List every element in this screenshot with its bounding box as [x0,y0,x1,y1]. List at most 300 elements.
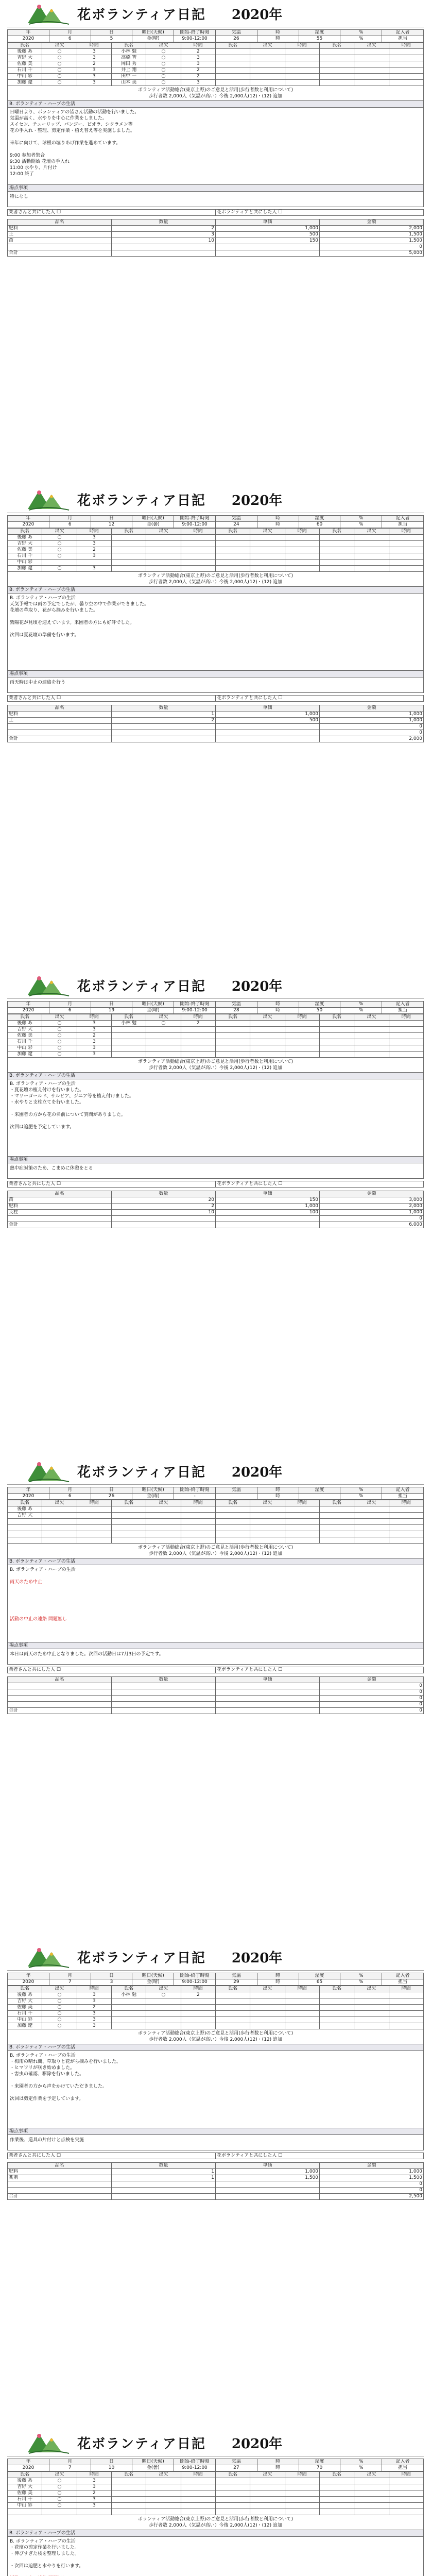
member-row [8,547,424,553]
members-header-cell: 出欠 [250,43,285,49]
member-name: 中山 彩 [8,1045,42,1052]
notes-body: 熱中症対策のため、こまめに休憩をとる [7,1163,424,1179]
members-header-cell: 出欠 [42,1014,77,1021]
member-attendance [354,2484,389,2490]
member-name [111,2017,146,2023]
member-hours: 3 [77,2497,111,2503]
member-row [8,2005,424,2011]
member-hours [181,1506,215,1513]
purpose-text [7,86,424,101]
member-attendance [146,553,181,560]
record-value-cell: 金(晴) [132,1979,174,1986]
member-hours: 3 [77,1052,111,1058]
member-name [111,2005,146,2011]
record-value-cell: 金(雨) [132,1494,174,1500]
purpose-line-2: 歩行者数 2,000人（気温が高い）今後 2,000人(12)・(12) 追加 [148,1551,283,1556]
finance-row [8,1708,424,1714]
finance-qty [112,2194,216,2200]
finance-price [216,1216,320,1222]
member-attendance: ○ [42,1998,77,2005]
member-name: 加藤 遼 [8,1052,42,1058]
member-name: 吉野 大 [8,1513,42,1519]
member-name [215,1021,250,1027]
finance-amount: 3,000 [320,1197,424,1204]
member-name: 吉野 大 [8,55,42,61]
member-name: 岡田 秀 [111,61,146,67]
member-hours [77,1537,111,1544]
finance-item: 薬剤 [8,2175,112,2181]
member-name [319,2023,354,2029]
report-line: ・水やりと支柱立てを行いました。 [10,1100,84,1105]
report-line: 11:00 水やり、片付け [10,165,57,171]
notes-body: 特になし [7,192,424,207]
member-attendance [250,2490,285,2497]
member-name [319,1537,354,1544]
member-hours [181,2017,215,2023]
member-name [319,67,354,74]
report-line: 天気予報では雨の予定でしたが、曇り空の中で作業ができました。 [10,602,149,607]
members-header-cell: 氏名 [111,43,146,49]
member-hours: 3 [77,566,111,572]
record-values-row [8,1494,424,1500]
member-name: 田中 一 [111,74,146,80]
member-hours [285,1525,319,1531]
member-attendance [146,2011,181,2017]
member-name [111,1537,146,1544]
finance-qty [112,1689,216,1696]
member-name [319,2509,354,2515]
report-line [10,1610,421,1616]
member-row [8,2017,424,2023]
members-header-row [8,2472,424,2478]
finance-row [8,226,424,232]
member-hours [181,1537,215,1544]
finance-row [8,244,424,250]
member-attendance [250,1052,285,1058]
member-hours [77,560,111,566]
member-attendance: ○ [42,2478,77,2484]
diary-year: 2020年 [231,978,283,994]
member-attendance [354,1998,389,2005]
member-name: 小林 勉 [111,1021,146,1027]
member-name [111,1531,146,1537]
report-line: ・来園者の方から花の名前について質問がありました。 [10,1112,126,1117]
member-hours [389,2478,423,2484]
finance-header-row [8,705,424,711]
record-values-row [8,1008,424,1014]
member-attendance [146,1998,181,2005]
member-name [319,1506,354,1513]
member-name [215,553,250,560]
member-attendance [250,1039,285,1045]
member-name [111,1045,146,1052]
diary-title: 花ボランティア日記 [77,7,206,23]
members-header-cell: 時間 [285,529,319,535]
finance-qty: 10 [112,1210,216,1216]
member-attendance [250,2503,285,2509]
finance-amount: 2,000 [320,226,424,232]
member-row [8,80,424,86]
member-name: 高橋 智 [111,55,146,61]
record-value-cell: 金(晴) [132,1008,174,1014]
finance-amount: 1,500 [320,2175,424,2181]
member-name [111,1998,146,2005]
member-name [319,535,354,541]
members-header-cell: 時間 [389,1500,423,1506]
member-name [319,2497,354,2503]
member-row [8,1033,424,1039]
finance-qty: 1 [112,711,216,718]
member-attendance: ○ [42,1039,77,1045]
cost-table [7,695,424,702]
member-hours: 3 [77,1027,111,1033]
record-value-cell: 9:00-12:00 [174,1979,216,1986]
member-name [319,553,354,560]
member-hours [285,1039,319,1045]
members-header-cell: 時間 [77,43,111,49]
member-attendance [354,1531,389,1537]
member-attendance [42,1525,77,1531]
members-header-cell: 氏名 [319,1500,354,1506]
member-hours [389,1027,423,1033]
members-header-cell: 時間 [181,2472,215,2478]
member-name: 中山 彩 [8,560,42,566]
report-line [10,1106,421,1112]
member-hours [181,2490,215,2497]
member-name [111,2478,146,2484]
finance-amount: 5,000 [320,250,424,257]
record-table [7,1487,424,1500]
member-hours [181,1525,215,1531]
report-line: 来年に向けて、球根の堀りあげ作業を進めています。 [10,141,121,146]
member-attendance [250,1033,285,1039]
report-line: 次回は剪定作業を予定しています。 [10,2096,84,2102]
member-hours [77,1519,111,1525]
record-value-cell [299,1494,340,1500]
member-row [8,2509,424,2515]
record-table [7,1973,424,1986]
finance-qty: 2 [112,226,216,232]
member-hours [285,1027,319,1033]
member-hours: 3 [77,55,111,61]
report-label: B. ボランティア・ハーブの生活 [7,101,424,108]
member-attendance [146,1039,181,1045]
member-attendance [146,1506,181,1513]
report-line: ・花壇の剪定作業を行いました。 [10,2545,80,2550]
report-line [10,626,421,632]
finance-qty [112,244,216,250]
record-header-cell: 曜日(天候) [132,1973,174,1979]
record-header-cell: % [340,1973,382,1979]
record-value-cell: 金(曇) [132,522,174,528]
report-body [7,594,424,671]
member-name [319,2484,354,2490]
record-header-cell: 湿度 [299,516,340,522]
member-name [215,2017,250,2023]
member-name [8,1537,42,1544]
member-attendance [146,1033,181,1039]
member-attendance [354,553,389,560]
finance-item [8,1702,112,1708]
member-attendance [354,2497,389,2503]
member-hours [181,560,215,566]
record-header-cell: 曜日(天候) [132,2459,174,2465]
record-value-cell: 2020 [8,522,49,528]
member-attendance: ○ [42,547,77,553]
record-header-cell: 時 [257,1487,299,1494]
member-name [319,61,354,67]
member-name [8,1531,42,1537]
diary-year: 2020年 [231,1950,283,1966]
member-name [215,2011,250,2017]
member-attendance [250,1998,285,2005]
member-attendance [354,1519,389,1525]
member-attendance: ○ [42,541,77,547]
member-name [111,1513,146,1519]
record-header-cell: 記入者 [382,30,424,36]
finance-table [7,219,424,257]
finance-amount: 0 [320,730,424,736]
member-name [319,2478,354,2484]
member-hours [389,541,423,547]
member-attendance [146,2490,181,2497]
members-header-cell: 氏名 [8,529,42,535]
member-attendance: ○ [42,2011,77,2017]
member-attendance [354,541,389,547]
member-attendance [250,2017,285,2023]
members-header-cell: 出欠 [354,1500,389,1506]
member-name: 佐藤 美 [8,1033,42,1039]
member-name: 佐藤 美 [8,61,42,67]
member-attendance: ○ [42,535,77,541]
member-name: 山本 美 [111,80,146,86]
purpose-text [7,1544,424,1558]
record-value-cell: 10 [91,2465,132,2471]
finance-row [8,1210,424,1216]
member-hours: 2 [77,61,111,67]
record-table [7,29,424,42]
member-hours [181,1052,215,1058]
member-name [111,2011,146,2017]
purpose-text [7,572,424,587]
member-attendance: ○ [42,1992,77,1998]
diary-year: 2020年 [231,7,283,23]
record-header-cell: 気温 [215,1487,257,1494]
record-header-cell: % [340,2459,382,2465]
report-label: B. ボランティア・ハーブの生活 [7,587,424,594]
member-name [215,2509,250,2515]
member-hours: 3 [77,2478,111,2484]
record-value-cell: 担当 [382,36,424,42]
notes-label: 場点事項 [7,2128,424,2135]
member-row [8,1045,424,1052]
finance-amount: 1,000 [320,2169,424,2175]
member-hours [285,2484,319,2490]
record-header-row [8,2459,424,2465]
record-value-cell [215,1494,257,1500]
member-hours: 2 [77,2490,111,2497]
finance-header-cell: 金額 [320,219,424,226]
member-attendance: ○ [146,61,181,67]
diary-banner [7,972,424,999]
members-header-cell: 時間 [181,43,215,49]
member-attendance: ○ [146,74,181,80]
member-attendance [250,1021,285,1027]
member-attendance: ○ [146,80,181,86]
finance-price: 150 [216,1197,320,1204]
member-row [8,2484,424,2490]
member-attendance: ○ [42,2017,77,2023]
member-attendance [146,1513,181,1519]
member-name [215,535,250,541]
members-header-cell: 氏名 [111,529,146,535]
finance-qty: 2 [112,1204,216,1210]
record-values-row [8,1979,424,1986]
member-row [8,553,424,560]
member-row [8,2490,424,2497]
diary-banner [7,1943,424,1971]
finance-table [7,705,424,742]
member-hours [389,1052,423,1058]
members-header-cell: 氏名 [111,2472,146,2478]
member-hours: 3 [77,80,111,86]
finance-header-cell: 単価 [216,219,320,226]
report-line: 活動の中止の連絡 問題無し [10,1617,67,1622]
member-row [8,2478,424,2484]
members-header-cell: 時間 [77,2472,111,2478]
diary-banner [7,1458,424,1485]
record-value-cell: % [340,2465,382,2471]
finance-header-cell: 品名 [8,2163,112,2169]
member-attendance [146,1537,181,1544]
record-values-row [8,2465,424,2471]
member-attendance [354,2509,389,2515]
member-hours [181,2011,215,2017]
record-value-cell: 担当 [382,1979,424,1986]
diary-banner [7,2429,424,2456]
member-name [319,2503,354,2509]
finance-row [8,232,424,238]
members-header-cell: 時間 [285,2472,319,2478]
cost-label-right: 花ボランティアと共にした人 ☐ [216,2153,424,2159]
cost-label: 業者さんと共にした人 ☐ [8,1181,216,1188]
finance-header-cell: 単価 [216,2163,320,2169]
purpose-line-1: ボランティア活動総合(東京上野)のご意見と活用(歩行者数と利用について) [137,1545,294,1550]
member-hours: 3 [77,553,111,560]
member-attendance [42,1506,77,1513]
report-label: B. ボランティア・ハーブの生活 [7,2044,424,2051]
report-line: ・マリーゴールド、サルビア、ジニア等を植え付けました。 [10,1094,134,1099]
report-line [10,146,421,152]
member-row [8,49,424,55]
member-attendance [354,1052,389,1058]
member-hours [389,1992,423,1998]
member-attendance [250,55,285,61]
finance-header-row [8,2163,424,2169]
finance-item: 支柱 [8,1210,112,1216]
member-attendance [146,535,181,541]
member-hours [285,547,319,553]
member-hours [389,1506,423,1513]
flower-logo-icon [26,2,72,25]
diary-year: 2020年 [231,2436,283,2452]
finance-qty: 10 [112,238,216,244]
record-header-cell: 開始-終了時刻 [174,30,216,36]
member-hours [181,2503,215,2509]
record-header-cell: 時 [257,30,299,36]
finance-header-cell: 単価 [216,705,320,711]
flower-logo-icon [26,487,72,511]
member-hours: 3 [77,1992,111,1998]
report-line [10,2090,421,2096]
members-header-cell: 出欠 [42,1500,77,1506]
report-label: B. ボランティア・ハーブの生活 [7,1073,424,1079]
member-name [215,1513,250,1519]
member-attendance: ○ [42,2484,77,2490]
member-hours [285,67,319,74]
member-attendance [146,2503,181,2509]
member-row [8,1021,424,1027]
report-line: ・夏花壇の植え付けを行いました。 [10,1088,84,1093]
member-hours [389,61,423,67]
member-attendance [250,1506,285,1513]
diary-page [0,2429,431,2576]
report-line: ・伸びすぎた枝を整理しました。 [10,2551,80,2556]
finance-row [8,238,424,244]
record-header-cell: 年 [8,1973,49,1979]
finance-amount: 2,000 [320,1204,424,1210]
finance-price [216,2194,320,2200]
record-header-cell: 月 [49,516,91,522]
members-header-cell: 出欠 [354,1986,389,1992]
purpose-text [7,1058,424,1073]
diary-page [0,1458,431,1943]
member-name [319,547,354,553]
member-hours [285,61,319,67]
member-name [111,566,146,572]
members-header-cell: 出欠 [146,2472,181,2478]
member-attendance [250,1513,285,1519]
purpose-line-2: 歩行者数 2,000人（気温が高い）今後 2,000人(12)・(12) 追加 [148,1065,283,1071]
report-line [10,1591,421,1598]
member-name: 小林 勉 [111,1992,146,1998]
finance-header-cell: 品名 [8,1191,112,1197]
member-hours: 3 [181,61,215,67]
member-attendance [354,2011,389,2017]
record-value-cell: 時 [257,1494,299,1500]
member-attendance: ○ [146,1992,181,1998]
finance-amount: 0 [320,1696,424,1702]
finance-price: 150 [216,238,320,244]
members-table [7,528,424,572]
finance-item: 合計 [8,1708,112,1714]
member-attendance [250,553,285,560]
member-name [215,74,250,80]
member-hours [389,2509,423,2515]
member-name [215,2503,250,2509]
finance-price: 1,000 [216,711,320,718]
finance-item: 肥料 [8,711,112,718]
member-attendance [250,61,285,67]
member-hours [181,535,215,541]
record-header-cell: 開始-終了時刻 [174,1973,216,1979]
finance-header-cell: 品名 [8,705,112,711]
member-name: 石川 千 [8,2497,42,2503]
finance-row [8,1197,424,1204]
record-table [7,1001,424,1014]
member-attendance [42,2509,77,2515]
record-header-cell: 気温 [215,30,257,36]
